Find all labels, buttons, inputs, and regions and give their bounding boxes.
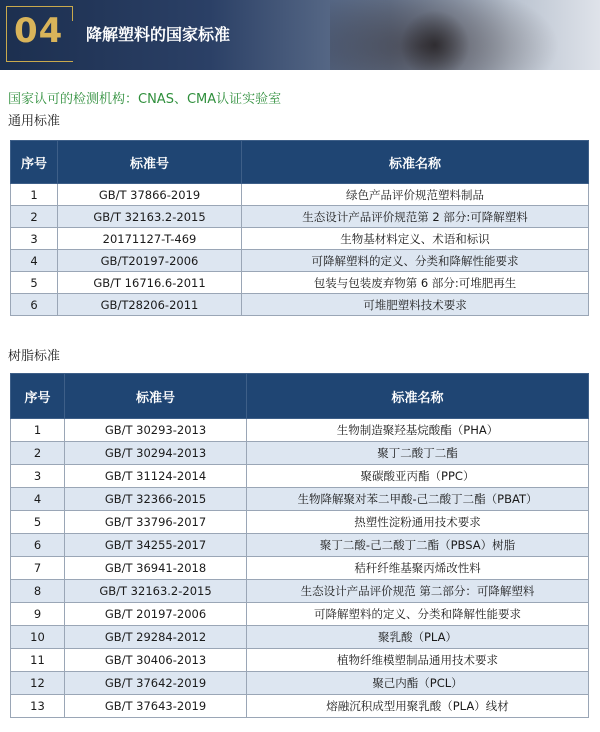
header-standard-code: 标准号 — [65, 374, 247, 419]
row-standard-name: 可降解塑料的定义、分类和降解性能要求 — [247, 603, 589, 626]
row-standard-code: GB/T 37642-2019 — [65, 672, 247, 695]
table-row — [11, 534, 589, 557]
row-standard-code: GB/T20197-2006 — [58, 250, 242, 272]
resin-section-title: 树脂标准 — [8, 349, 61, 364]
header-standard-name: 标准名称 — [247, 374, 589, 419]
row-index: 2 — [11, 206, 58, 228]
header-standard-name: 标准名称 — [242, 141, 589, 184]
banner-gavel-image — [400, 10, 470, 70]
row-standard-code: GB/T 29284-2012 — [65, 626, 247, 649]
general-standards-table — [10, 140, 589, 316]
row-standard-name: 生物降解聚对苯二甲酸-己二酸丁二酯（PBAT） — [247, 488, 589, 511]
header-standard-code: 标准号 — [58, 141, 242, 184]
row-standard-name: 聚乳酸（PLA） — [247, 626, 589, 649]
row-index: 4 — [11, 488, 65, 511]
row-standard-code: GB/T 30293-2013 — [65, 419, 247, 442]
section-banner — [0, 0, 600, 70]
row-standard-name: 生物基材料定义、术语和标识 — [242, 228, 589, 250]
row-standard-name: 绿色产品评价规范塑料制品 — [242, 184, 589, 206]
row-index: 7 — [11, 557, 65, 580]
row-standard-code: GB/T 32163.2-2015 — [58, 206, 242, 228]
table-row — [11, 294, 589, 316]
row-standard-code: GB/T 30406-2013 — [65, 649, 247, 672]
row-index: 6 — [11, 294, 58, 316]
row-index: 3 — [11, 465, 65, 488]
table-row — [11, 603, 589, 626]
table-row — [11, 250, 589, 272]
row-standard-code: 20171127-T-469 — [58, 228, 242, 250]
row-standard-code: GB/T 37866-2019 — [58, 184, 242, 206]
row-index: 10 — [11, 626, 65, 649]
row-standard-name: 生态设计产品评价规范 第二部分：可降解塑料 — [247, 580, 589, 603]
row-standard-name: 聚碳酸亚丙酯（PPC） — [247, 465, 589, 488]
row-index: 2 — [11, 442, 65, 465]
row-standard-name: 包装与包装废弃物第 6 部分:可堆肥再生 — [242, 272, 589, 294]
row-standard-name: 热塑性淀粉通用技术要求 — [247, 511, 589, 534]
row-index: 5 — [11, 511, 65, 534]
table-row — [11, 557, 589, 580]
table-row — [11, 228, 589, 250]
row-standard-code: GB/T 34255-2017 — [65, 534, 247, 557]
row-standard-name: 聚己内酯（PCL） — [247, 672, 589, 695]
table-row — [11, 580, 589, 603]
row-standard-name: 生物制造聚羟基烷酸酯（PHA） — [247, 419, 589, 442]
section-number: 04 — [14, 11, 64, 51]
row-standard-name: 可堆肥塑料技术要求 — [242, 294, 589, 316]
general-section-title: 通用标准 — [8, 114, 61, 129]
row-standard-code: GB/T 33796-2017 — [65, 511, 247, 534]
table-row — [11, 419, 589, 442]
row-standard-code: GB/T28206-2011 — [58, 294, 242, 316]
row-standard-code: GB/T 20197-2006 — [65, 603, 247, 626]
row-index: 8 — [11, 580, 65, 603]
row-standard-code: GB/T 32163.2-2015 — [65, 580, 247, 603]
table-row — [11, 442, 589, 465]
row-standard-name: 生态设计产品评价规范第 2 部分:可降解塑料 — [242, 206, 589, 228]
table-row — [11, 649, 589, 672]
row-standard-name: 聚丁二酸-己二酸丁二酯（PBSA）树脂 — [247, 534, 589, 557]
row-standard-name: 聚丁二酸丁二酯 — [247, 442, 589, 465]
table-row — [11, 672, 589, 695]
table-row — [11, 626, 589, 649]
row-standard-code: GB/T 36941-2018 — [65, 557, 247, 580]
row-index: 6 — [11, 534, 65, 557]
row-index: 9 — [11, 603, 65, 626]
lab-note: 国家认可的检测机构：CNAS、CMA认证实验室 — [8, 92, 282, 107]
table-row — [11, 465, 589, 488]
row-standard-code: GB/T 16716.6-2011 — [58, 272, 242, 294]
row-index: 5 — [11, 272, 58, 294]
table-row — [11, 272, 589, 294]
row-standard-code: GB/T 37643-2019 — [65, 695, 247, 718]
row-index: 11 — [11, 649, 65, 672]
row-index: 1 — [11, 184, 58, 206]
row-index: 1 — [11, 419, 65, 442]
row-index: 12 — [11, 672, 65, 695]
row-index: 4 — [11, 250, 58, 272]
row-standard-code: GB/T 32366-2015 — [65, 488, 247, 511]
row-standard-name: 熔融沉积成型用聚乳酸（PLA）线材 — [247, 695, 589, 718]
row-standard-name: 可降解塑料的定义、分类和降解性能要求 — [242, 250, 589, 272]
header-index: 序号 — [11, 141, 58, 184]
row-index: 3 — [11, 228, 58, 250]
header-index: 序号 — [11, 374, 65, 419]
section-title: 降解塑料的国家标准 — [86, 25, 231, 44]
resin-standards-table — [10, 373, 589, 718]
table-row — [11, 511, 589, 534]
row-standard-name: 植物纤维模塑制品通用技术要求 — [247, 649, 589, 672]
row-standard-code: GB/T 31124-2014 — [65, 465, 247, 488]
row-standard-code: GB/T 30294-2013 — [65, 442, 247, 465]
table-row — [11, 206, 589, 228]
row-standard-name: 秸秆纤维基聚丙烯改性料 — [247, 557, 589, 580]
row-index: 13 — [11, 695, 65, 718]
table-row — [11, 488, 589, 511]
table-row — [11, 184, 589, 206]
table-row — [11, 695, 589, 718]
